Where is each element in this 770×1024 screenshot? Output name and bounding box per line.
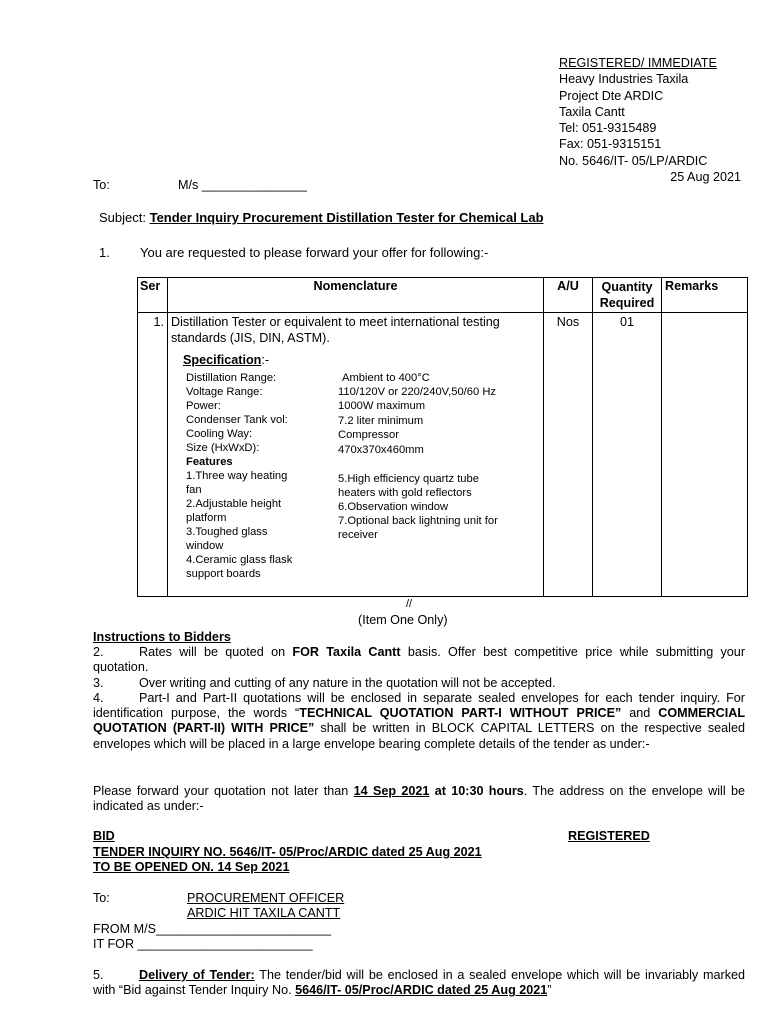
header-line: Taxila Cantt	[559, 104, 625, 119]
delivery-text: The tender/bid will be enclosed in a sealed envelope which will be invariably marked with “Bid against Tender Inquiry No.	[93, 968, 745, 998]
delivery-tender-no: 5646/IT- 05/Proc/ARDIC dated 25 Aug 2021	[295, 983, 548, 998]
feature-line: receiver	[338, 529, 378, 541]
para-4-number: 4.	[93, 691, 104, 705]
para-4-text: Part-I and Part-II quotations will be enclosed in separate sealed envelopes for each tender inquiry. For identification purpose, the words “	[93, 691, 745, 721]
item-only-note: (Item One Only)	[358, 613, 448, 627]
forward-deadline-date: 14 Sep 2021	[353, 784, 430, 798]
col-ser: Ser	[138, 278, 168, 313]
para-1-number: 1.	[99, 245, 110, 260]
features-title: Features	[186, 456, 233, 468]
table-row	[138, 313, 748, 597]
forward-text-end: . The address on the envelope will be indicated as under:-	[93, 784, 745, 814]
col-quantity	[593, 278, 662, 313]
spec-left-column	[186, 371, 338, 581]
feature-line: 2.Adjustable height	[186, 498, 282, 510]
row-desc-line1: Distillation Tester or equivalent to meet international testing	[171, 315, 500, 329]
feature-line: support boards	[186, 568, 261, 580]
spec-value: 7.2 liter minimum	[338, 415, 424, 427]
col-nomenclature: Nomenclature	[168, 278, 544, 313]
para-2	[93, 645, 745, 675]
para-5	[93, 968, 745, 998]
registered-immediate: REGISTERED/ IMMEDIATE	[559, 56, 717, 70]
para-4	[93, 691, 745, 752]
letter-header	[559, 55, 741, 185]
para-4-technical: TECHNICAL QUOTATION PART-I WITHOUT PRICE”	[299, 706, 622, 721]
header-line: Fax: 051-9315151	[559, 137, 662, 152]
para-4-commercial: COMMERCIAL QUOTATION (PART-II) WITH PRICE”	[93, 706, 746, 736]
spec-value: 1000W maximum	[338, 400, 426, 412]
para-2-text-end: basis. Offer best competitive price while submitting your quotation.	[93, 645, 746, 675]
spec-label: Cooling Way:	[186, 428, 253, 440]
spec-label: Size (HxWxD):	[186, 442, 260, 454]
feature-line: 6.Observation window	[338, 501, 449, 513]
items-table	[137, 277, 748, 597]
spec-label: Condenser Tank vol:	[186, 414, 288, 426]
envelope-to-line2: ARDIC HIT TAXILA CANTT	[187, 906, 341, 920]
para-3	[93, 676, 745, 691]
col-au: A/U	[544, 278, 593, 313]
row-quantity: 01	[593, 313, 662, 597]
feature-line: 1.Three way heating	[186, 470, 288, 482]
letter-date: 25 Aug 2021	[670, 170, 741, 185]
para-3-text: Over writing and cutting of any nature in the quotation will not be accepted.	[139, 676, 556, 690]
spec-value: 110/120V or 220/240V,50/60 Hz	[338, 386, 496, 398]
forward-text: Please forward your quotation not later than	[93, 784, 354, 798]
spec-title: Specification	[183, 353, 262, 367]
header-line: Project Dte ARDIC	[559, 88, 664, 103]
to-ms: M/s _______________	[178, 178, 307, 192]
spec-title-suffix: :-	[261, 353, 270, 367]
feature-line: heaters with gold reflectors	[338, 487, 472, 499]
row-desc-line2: standards (JIS, DIN, ASTM).	[171, 330, 330, 345]
feature-line: platform	[186, 512, 227, 524]
forward-paragraph	[93, 784, 745, 814]
envelope-registered: REGISTERED	[568, 829, 650, 843]
subject-text: Tender Inquiry Procurement Distillation Tester for Chemical Lab	[149, 210, 544, 225]
envelope-bid: BID	[93, 829, 115, 843]
header-line: Tel: 051-9315489	[559, 121, 657, 136]
envelope-from: FROM M/S_________________________	[93, 922, 332, 936]
para-3-number: 3.	[93, 676, 104, 690]
spec-value: Compressor	[338, 429, 399, 441]
spec-label: Power:	[186, 400, 221, 412]
feature-line: window	[186, 540, 224, 552]
feature-line: fan	[186, 484, 202, 496]
row-remarks	[662, 313, 748, 597]
col-quantity-line1: Quantity	[601, 280, 653, 294]
to-label: To:	[93, 178, 110, 192]
envelope-to-label: To:	[93, 891, 110, 905]
spec-block	[186, 371, 543, 581]
para-2-text: Rates will be quoted on	[139, 645, 293, 659]
delivery-title: Delivery of Tender:	[139, 968, 255, 982]
subject-label: Subject:	[99, 210, 150, 225]
header-line: Heavy Industries Taxila	[559, 72, 689, 87]
spec-heading	[183, 353, 543, 367]
header-line: No. 5646/IT- 05/LP/ARDIC	[559, 153, 708, 168]
envelope-tender-no: TENDER INQUIRY NO. 5646/IT- 05/Proc/ARDIC dated 25 Aug 2021	[93, 845, 482, 859]
forward-deadline-time: at 10:30 hours	[429, 784, 524, 798]
delivery-close-quote: ”	[547, 983, 552, 998]
col-remarks: Remarks	[662, 278, 748, 313]
para-4-and: and	[621, 706, 659, 721]
instructions-title: Instructions to Bidders	[93, 630, 231, 644]
spec-right-column	[338, 371, 498, 581]
para-4-text-end: shall be written in BLOCK CAPITAL LETTERS on the respective sealed envelopes which will be placed in a large envelope bearing complete details of the tender as under:-	[93, 721, 745, 751]
row-ser: 1.	[138, 313, 168, 597]
envelope-it-for: IT FOR _________________________	[93, 937, 313, 951]
feature-line: 5.High efficiency quartz tube	[338, 473, 479, 485]
spec-label: Voltage Range:	[186, 386, 263, 398]
para-2-number: 2.	[93, 645, 104, 659]
envelope-opened-on: TO BE OPENED ON. 14 Sep 2021	[93, 860, 290, 874]
envelope-to-line1: PROCUREMENT OFFICER	[187, 891, 345, 905]
feature-line: 7.Optional back lightning unit for	[338, 515, 498, 527]
feature-line: 3.Toughed glass	[186, 526, 268, 538]
subject-line	[99, 210, 544, 225]
col-quantity-line2: Required	[599, 296, 655, 310]
row-au: Nos	[544, 313, 593, 597]
spec-value: 470x370x460mm	[338, 444, 424, 456]
end-marker: //	[406, 598, 413, 610]
spec-value: Ambient to 400°C	[342, 372, 430, 384]
row-description	[171, 315, 543, 346]
para-5-number: 5.	[93, 968, 104, 982]
para-2-bold: FOR Taxila Cantt	[292, 645, 401, 659]
feature-line: 4.Ceramic glass flask	[186, 554, 293, 566]
spec-label: Distillation Range:	[186, 372, 277, 384]
para-1-text: You are requested to please forward your offer for following:-	[140, 245, 489, 260]
table-header-row	[138, 278, 748, 313]
row-nomenclature	[168, 313, 544, 597]
